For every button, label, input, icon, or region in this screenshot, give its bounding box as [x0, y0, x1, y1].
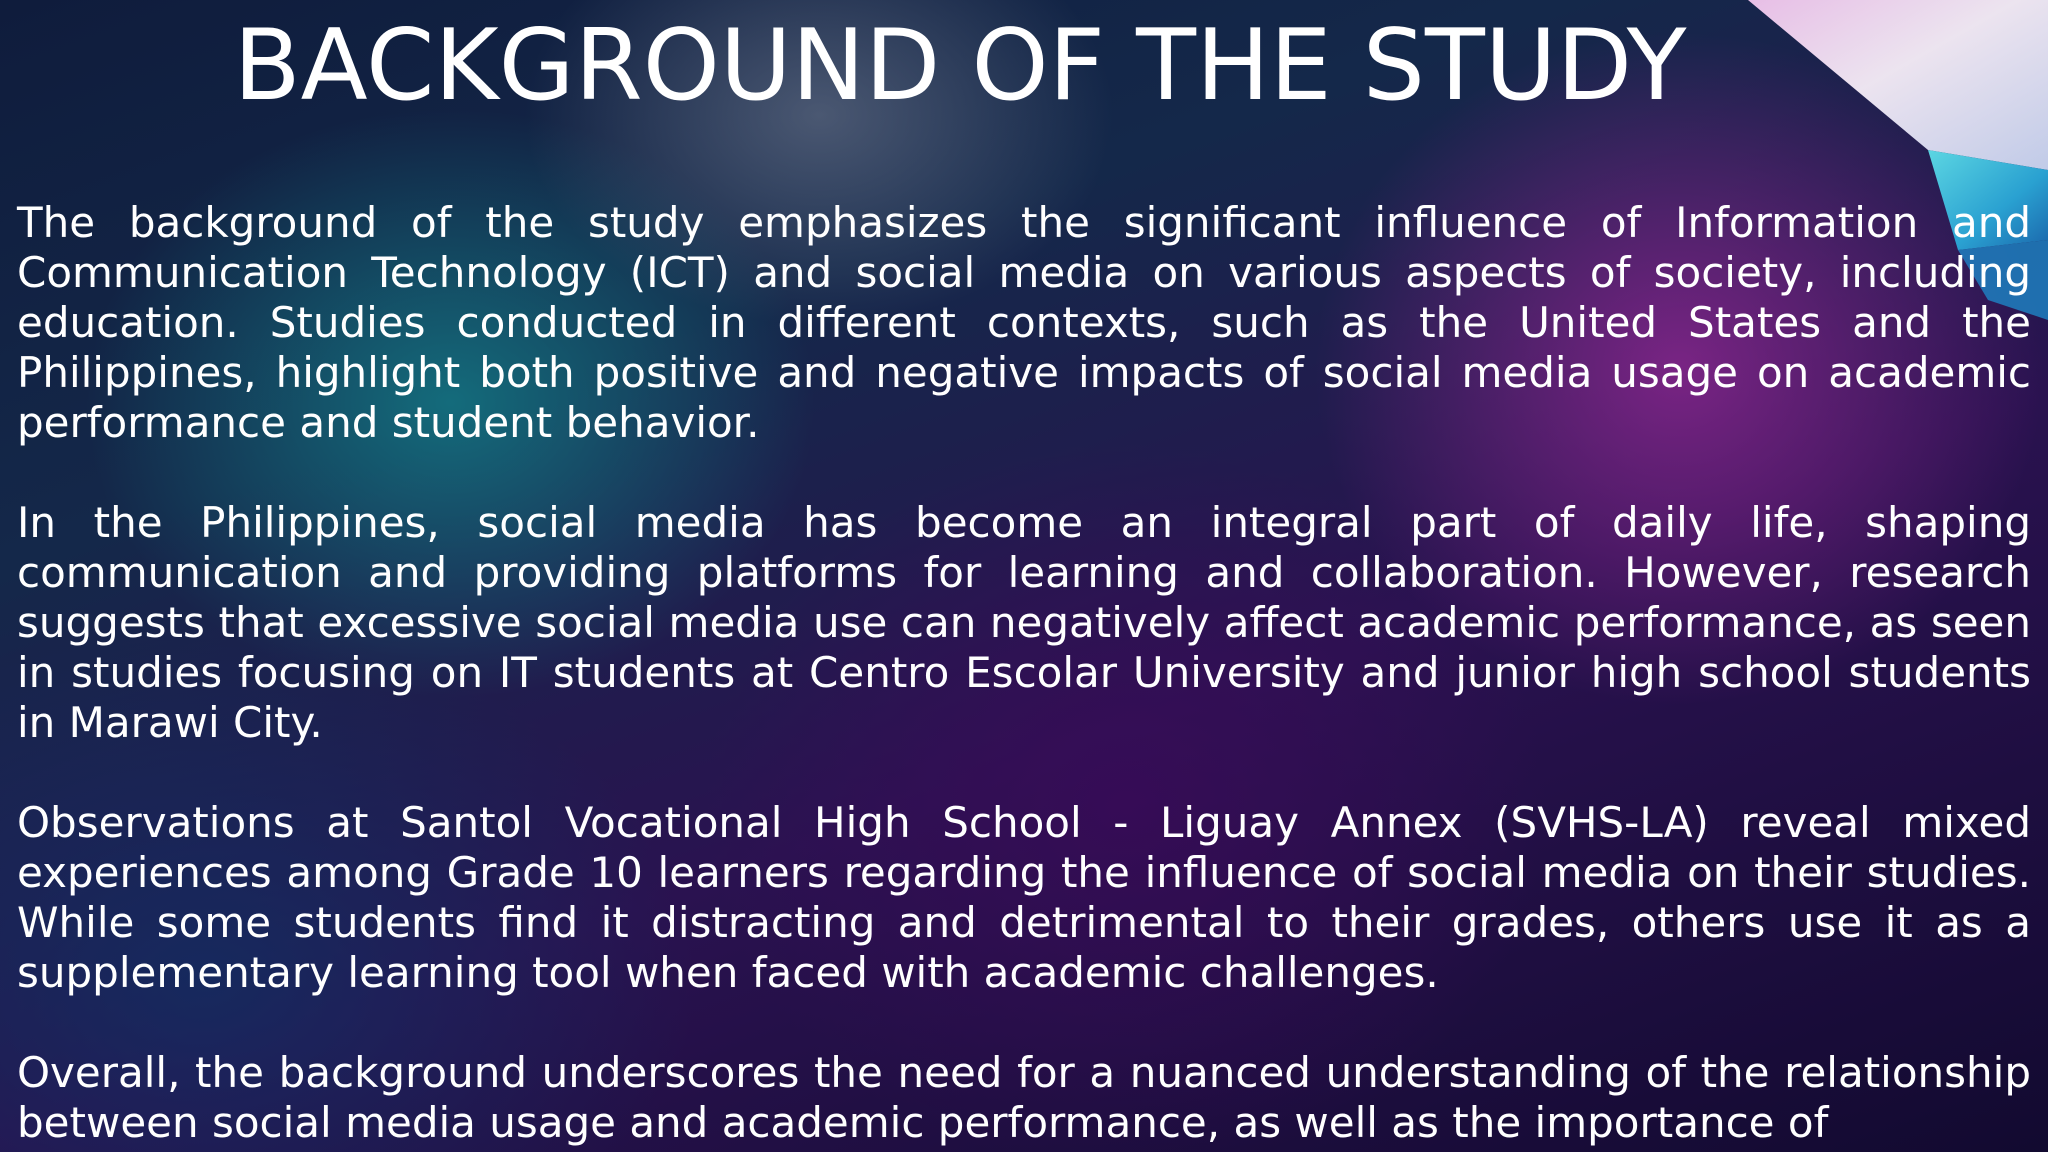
slide-title: BACKGROUND OF THE STUDY	[233, 9, 1687, 123]
paragraph-3: Observations at Santol Vocational High School - Liguay Annex (SVHS-LA) reveal mixed experiences among Grade 10 learners regarding the influence of social media on their studies. While some students find it distracting and detrimental to their grades, others use it as a supplementary learning tool when faced with academic challenges.	[17, 798, 2031, 997]
paragraph-1: The background of the study emphasizes the significant influence of Information and Communication Technology (ICT) and social media on various aspects of society, including education. Studies conducted in different contexts, such as the United States and the Philippines, highlight both positive and negative impacts of social media usage on academic performance and student behavior.	[17, 198, 2031, 447]
slide-body	[17, 198, 2031, 1152]
paragraph-4: Overall, the background underscores the need for a nuanced understanding of the relationship between social media usage and academic performance, as well as the importance of	[17, 1048, 2031, 1147]
paragraph-2: In the Philippines, social media has become an integral part of daily life, shaping communication and providing platforms for learning and collaboration. However, research suggests that excessive social media use can negatively affect academic performance, as seen in studies focusing on IT students at Centro Escolar University and junior high school students in Marawi City.	[17, 498, 2031, 747]
